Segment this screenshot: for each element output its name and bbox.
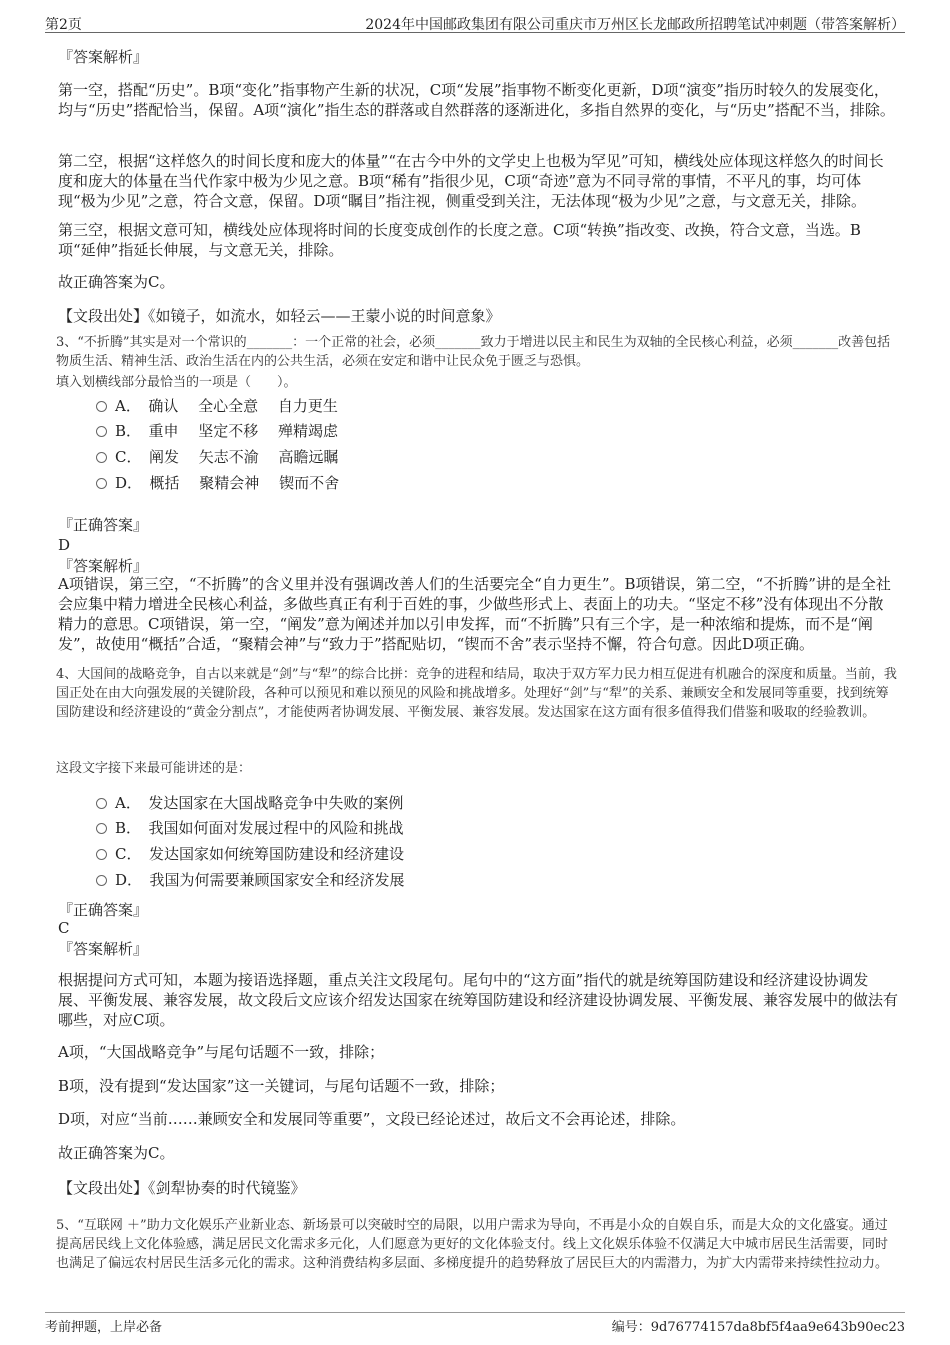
q4-analysis-p4: D项，对应“当前……兼顾安全和发展同等重要”，文段已经论述过，故后文不会再论述，排除。 xyxy=(58,1110,686,1128)
option-label: A． 确认 全心全意 自力更生 xyxy=(115,397,338,415)
q3-analysis: A项错误，第三空，“不折腾”的含义里并没有强调改善人们的生活要完全“自力更生”。B项错误，第二空，“不折腾”讲的是全社会应集中精力增进全民核心利益，多做些真正有利于百姓的事，少做些形式上、表面上的功夫。“坚定不移”没有体现出不分散精力的意思。C项错误，第一空，“阐发”意为阐述并加以引申发挥，而“不折腾”只有三个字，是一种浓缩和提炼，而不是“阐发”，故使用“概括”合适，“聚精会神”与“致力于”搭配贴切，“锲而不舍”表示坚持不懈，符合句意。因此D项正确。 xyxy=(58,575,891,653)
option-label: B． 重申 坚定不移 殚精竭虑 xyxy=(115,422,339,440)
q3-option-d[interactable] xyxy=(96,473,339,493)
q4-answer-label: 『正确答案』 xyxy=(58,901,149,919)
q3-analysis-label: 『答案解析』 xyxy=(58,557,149,575)
radio-icon[interactable] xyxy=(96,478,107,489)
q4-option-b[interactable] xyxy=(96,818,404,838)
radio-icon[interactable] xyxy=(96,849,107,860)
option-label: D． 我国为何需要兼顾国家安全和经济发展 xyxy=(115,871,405,889)
q3-prompt: 填入划横线部分最恰当的一项是（ ）。 xyxy=(56,375,297,390)
q2-analysis-p1: 第一空，搭配“历史”。B项“变化”指事物产生新的状况，C项“发展”指事物不断变化更新，D项“演变”指历时较久的发展变化，均与“历史”搭配恰当，保留。A项“演化”指生态的群落或自然群落的逐渐进化，多指自然界的变化，与“历史”搭配不当，排除。 xyxy=(58,81,895,119)
q3-answer-label: 『正确答案』 xyxy=(58,516,149,534)
q2-conclusion: 故正确答案为C。 xyxy=(58,273,175,291)
q2-source: 【文段出处】《如镜子，如流水，如轻云——王蒙小说的时间意象》 xyxy=(58,307,501,325)
q4-analysis-p2: A项，“大国战略竞争”与尾句话题不一致，排除； xyxy=(58,1043,385,1061)
option-label: B． 我国如何面对发展过程中的风险和挑战 xyxy=(115,819,404,837)
page-number: 第2页 xyxy=(45,17,82,33)
radio-icon[interactable] xyxy=(96,798,107,809)
q4-answer: C xyxy=(58,919,70,937)
q3-option-a[interactable] xyxy=(96,396,338,416)
option-label: C． 阐发 矢志不渝 高瞻远瞩 xyxy=(115,448,339,466)
q5-stem: 5、“互联网 ＋”助力文化娱乐产业新业态、新场景可以突破时空的局限，以用户需求为导向，不再是小众的自娱自乐，而是大众的文化盛宴。通过提高居民线上文化体验感，满足居民文化需求多元化，人们愿意为更好的文化体验支付。线上文化娱乐体验不仅满足大中城市居民生活需要，同时也满足了偏远农村居民生活多元化的需求。这种消费结构多层面、多梯度提升的趋势释放了居民巨大的内需潜力，为扩大内需带来持续性拉动力。 xyxy=(56,1218,889,1271)
q3-answer: D xyxy=(58,536,71,554)
q4-conclusion: 故正确答案为C。 xyxy=(58,1144,175,1162)
footer-slogan: 考前押题，上岸必备 xyxy=(45,1320,163,1335)
radio-icon[interactable] xyxy=(96,875,107,886)
radio-icon[interactable] xyxy=(96,426,107,437)
q4-option-d[interactable] xyxy=(96,870,405,890)
document-title: 2024年中国邮政集团有限公司重庆市万州区长龙邮政所招聘笔试冲刺题（带答案解析） xyxy=(365,17,905,33)
q2-analysis-p3: 第三空，根据文意可知，横线处应体现将时间的长度变成创作的长度之意。C项“转换”指改变、改换，符合文意，当选。B项“延伸”指延长伸展，与文意无关，排除。 xyxy=(58,221,861,259)
q4-source: 【文段出处】《剑犁协奏的时代镜鉴》 xyxy=(58,1179,306,1197)
q2-analysis-p2: 第二空，根据“这样悠久的时间长度和庞大的体量”“在古今中外的文学史上也极为罕见”可知，横线处应体现这样悠久的时间长度和庞大的体量在当代作家中极为少见之意。B项“稀有”指很少见，C项“奇迹”意为不同寻常的事情，不平凡的事，均可体现“极为少见”之意，符合文意，保留。D项“瞩目”指注视，侧重受到关注，无法体现“极为少见”之意，与文意无关，排除。 xyxy=(58,152,884,210)
q4-stem: 4、大国间的战略竞争，自古以来就是“剑”与“犁”的综合比拼：竞争的进程和结局，取决于双方军力民力相互促进有机融合的深度和质量。当前，我国正处在由大向强发展的关键阶段，各种可以预见和难以预见的风险和挑战增多。处理好“剑”与“犁”的关系、兼顾安全和发展同等重要，找到统筹国防建设和经济建设的“黄金分割点”，才能使两者协调发展、平衡发展、兼容发展。发达国家在这方面有很多值得我们借鉴和吸取的经验教训。 xyxy=(56,667,897,720)
radio-icon[interactable] xyxy=(96,452,107,463)
q3-option-b[interactable] xyxy=(96,421,338,441)
q4-analysis-p3: B项，没有提到“发达国家”这一关键词，与尾句话题不一致，排除； xyxy=(58,1077,505,1095)
q3-option-c[interactable] xyxy=(96,447,339,467)
radio-icon[interactable] xyxy=(96,823,107,834)
q4-analysis-p1: 根据提问方式可知，本题为接语选择题，重点关注文段尾句。尾句中的“这方面”指代的就是统筹国防建设和经济建设协调发展、平衡发展、兼容发展，故文段后文应该介绍发达国家在统筹国防建设和经济建设协调发展、平衡发展、兼容发展中的做法有哪些，对应C项。 xyxy=(58,971,899,1029)
page-footer xyxy=(45,1312,905,1335)
radio-icon[interactable] xyxy=(96,401,107,412)
option-label: D． 概括 聚精会神 锲而不舍 xyxy=(115,474,340,492)
footer-serial: 编号：9d76774157da8bf5f4aa9e643b90ec23 xyxy=(611,1320,905,1335)
q2-analysis-label: 『答案解析』 xyxy=(58,48,149,66)
q4-prompt: 这段文字接下来最可能讲述的是： xyxy=(56,761,252,776)
q3-stem: 3、“不折腾”其实是对一个常识的_______：一个正常的社会，必须_______致力于增进以民主和民生为双轴的全民核心利益，必须_______改善包括物质生活、精神生活、政治生活在内的公共生活，必须在安定和谐中让民众免于匮乏与恐惧。 xyxy=(56,335,891,369)
q4-option-c[interactable] xyxy=(96,844,404,864)
option-label: A． 发达国家在大国战略竞争中失败的案例 xyxy=(115,794,404,812)
q4-analysis-label: 『答案解析』 xyxy=(58,940,149,958)
page-header xyxy=(45,12,905,33)
option-label: C． 发达国家如何统筹国防建设和经济建设 xyxy=(115,845,404,863)
q4-option-a[interactable] xyxy=(96,793,403,813)
